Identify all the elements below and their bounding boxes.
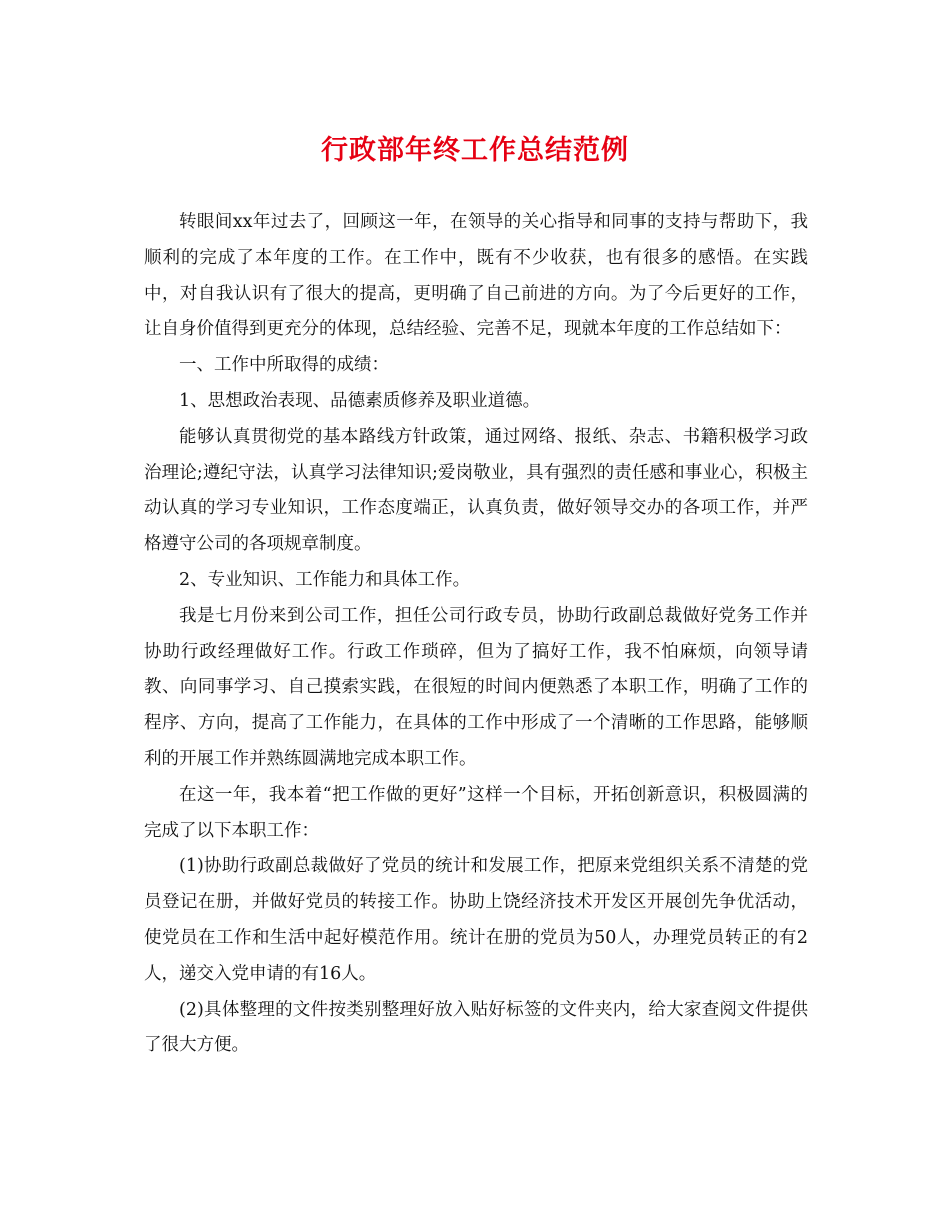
document-title: 行政部年终工作总结范例 [321, 135, 629, 166]
paragraph-item-2: (2)具体整理的文件按类别整理好放入贴好标签的文件夹内，给大家查阅文件提供了很大方便。 [144, 999, 808, 1056]
paragraph-professional: 我是七月份来到公司工作，担任公司行政专员，协助行政副总裁做好党务工作并协助行政经理做好工作。行政工作琐碎，但为了搞好工作，我不怕麻烦，向领导请教、向同事学习、自己摸索实践，在很短的时间内便熟悉了本职工作，明确了工作的程序、方向，提高了工作能力，在具体的工作中形成了一个清晰的工作思路，能够顺利的开展工作并熟练圆满地完成本职工作。 [144, 605, 808, 769]
subheading-ideology: 1、思想政治表现、品德素质修养及职业道德。 [179, 390, 541, 411]
paragraph-year-goal: 在这一年，我本着“把工作做的更好”这样一个目标，开拓创新意识，积极圆满的完成了以下本职工作： [144, 784, 808, 841]
paragraph-item-1: (1)协助行政副总裁做好了党员的统计和发展工作，把原来党组织关系不清楚的党员登记在册，并做好党员的转接工作。协助上饶经济技术开发区开展创先争优活动，使党员在工作和生活中起好模范作用。统计在册的党员为50人，办理党员转正的有2人，递交入党申请的有16人。 [144, 856, 808, 984]
document-body [144, 205, 808, 1064]
subheading-professional: 2、专业知识、工作能力和具体工作。 [179, 569, 471, 590]
paragraph-intro: 转眼间xx年过去了，回顾这一年，在领导的关心指导和同事的支持与帮助下，我顺利的完成了本年度的工作。在工作中，既有不少收获，也有很多的感悟。在实践中，对自我认识有了很大的提高，更明确了自己前进的方向。为了今后更好的工作，让自身价值得到更充分的体现，总结经验、完善不足，现就本年度的工作总结如下： [144, 212, 808, 340]
paragraph-ideology: 能够认真贯彻党的基本路线方针政策，通过网络、报纸、杂志、书籍积极学习政治理论;遵纪守法，认真学习法律知识;爱岗敬业，具有强烈的责任感和事业心，积极主动认真的学习专业知识，工作态度端正，认真负责，做好领导交办的各项工作，并严格遵守公司的各项规章制度。 [144, 426, 808, 555]
heading-achievements: 一、工作中所取得的成绩： [179, 355, 389, 376]
